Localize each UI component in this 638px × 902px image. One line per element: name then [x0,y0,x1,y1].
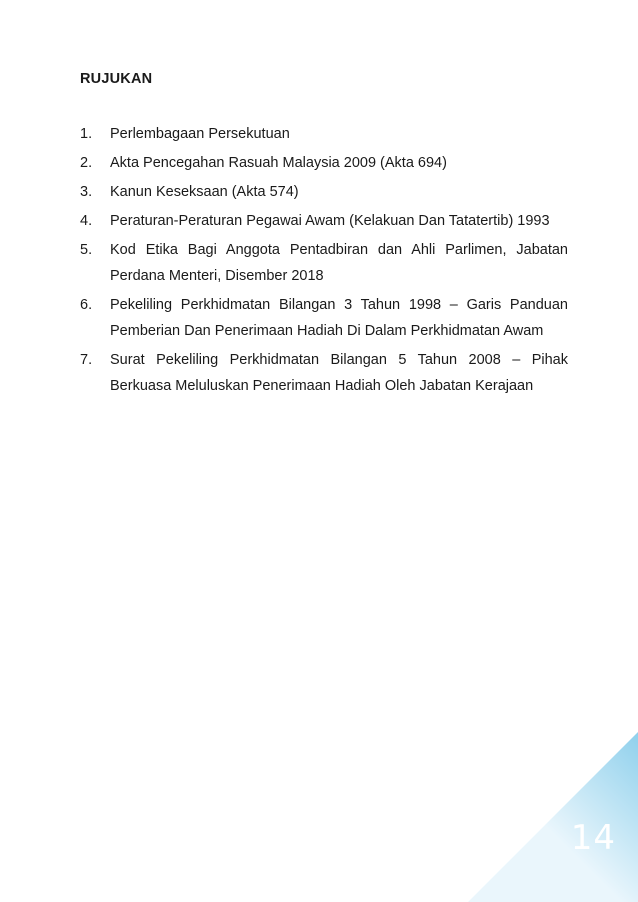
page-title: RUJUKAN [80,71,153,87]
reference-list [80,121,568,402]
list-item-text: Perlembagaan Persekutuan [110,126,290,142]
page-number: 14 [570,818,616,858]
list-item-number: 1. [80,126,93,142]
page-corner-decoration [468,732,638,902]
list-item-text: Surat Pekeliling Perkhidmatan Bilangan 5 Tahun 2008 – Pihak Berkuasa Meluluskan Penerimaan Hadiah Oleh Jabatan Kerajaan [110,352,568,394]
list-item [80,150,568,176]
list-item-text: Pekeliling Perkhidmatan Bilangan 3 Tahun 1998 – Garis Panduan Pemberian Dan Penerimaan Hadiah Di Dalam Perkhidmatan Awam [110,297,568,339]
list-item-text: Peraturan-Peraturan Pegawai Awam (Kelakuan Dan Tatatertib) 1993 [110,213,550,229]
list-item [80,208,568,234]
list-item-number: 4. [80,213,93,229]
list-item [80,347,568,399]
list-item [80,237,568,289]
list-item-text: Kanun Keseksaan (Akta 574) [110,184,299,200]
list-item-number: 7. [80,352,93,368]
list-item-text: Akta Pencegahan Rasuah Malaysia 2009 (Akta 694) [110,155,447,171]
list-item-number: 6. [80,297,93,313]
corner-triangle [468,732,638,902]
list-item-number: 3. [80,184,93,200]
list-item [80,179,568,205]
list-item-number: 5. [80,242,93,258]
list-item [80,292,568,344]
list-item [80,121,568,147]
list-item-text: Kod Etika Bagi Anggota Pentadbiran dan Ahli Parlimen, Jabatan Perdana Menteri, Disember 2018 [110,242,568,284]
list-item-number: 2. [80,155,93,171]
